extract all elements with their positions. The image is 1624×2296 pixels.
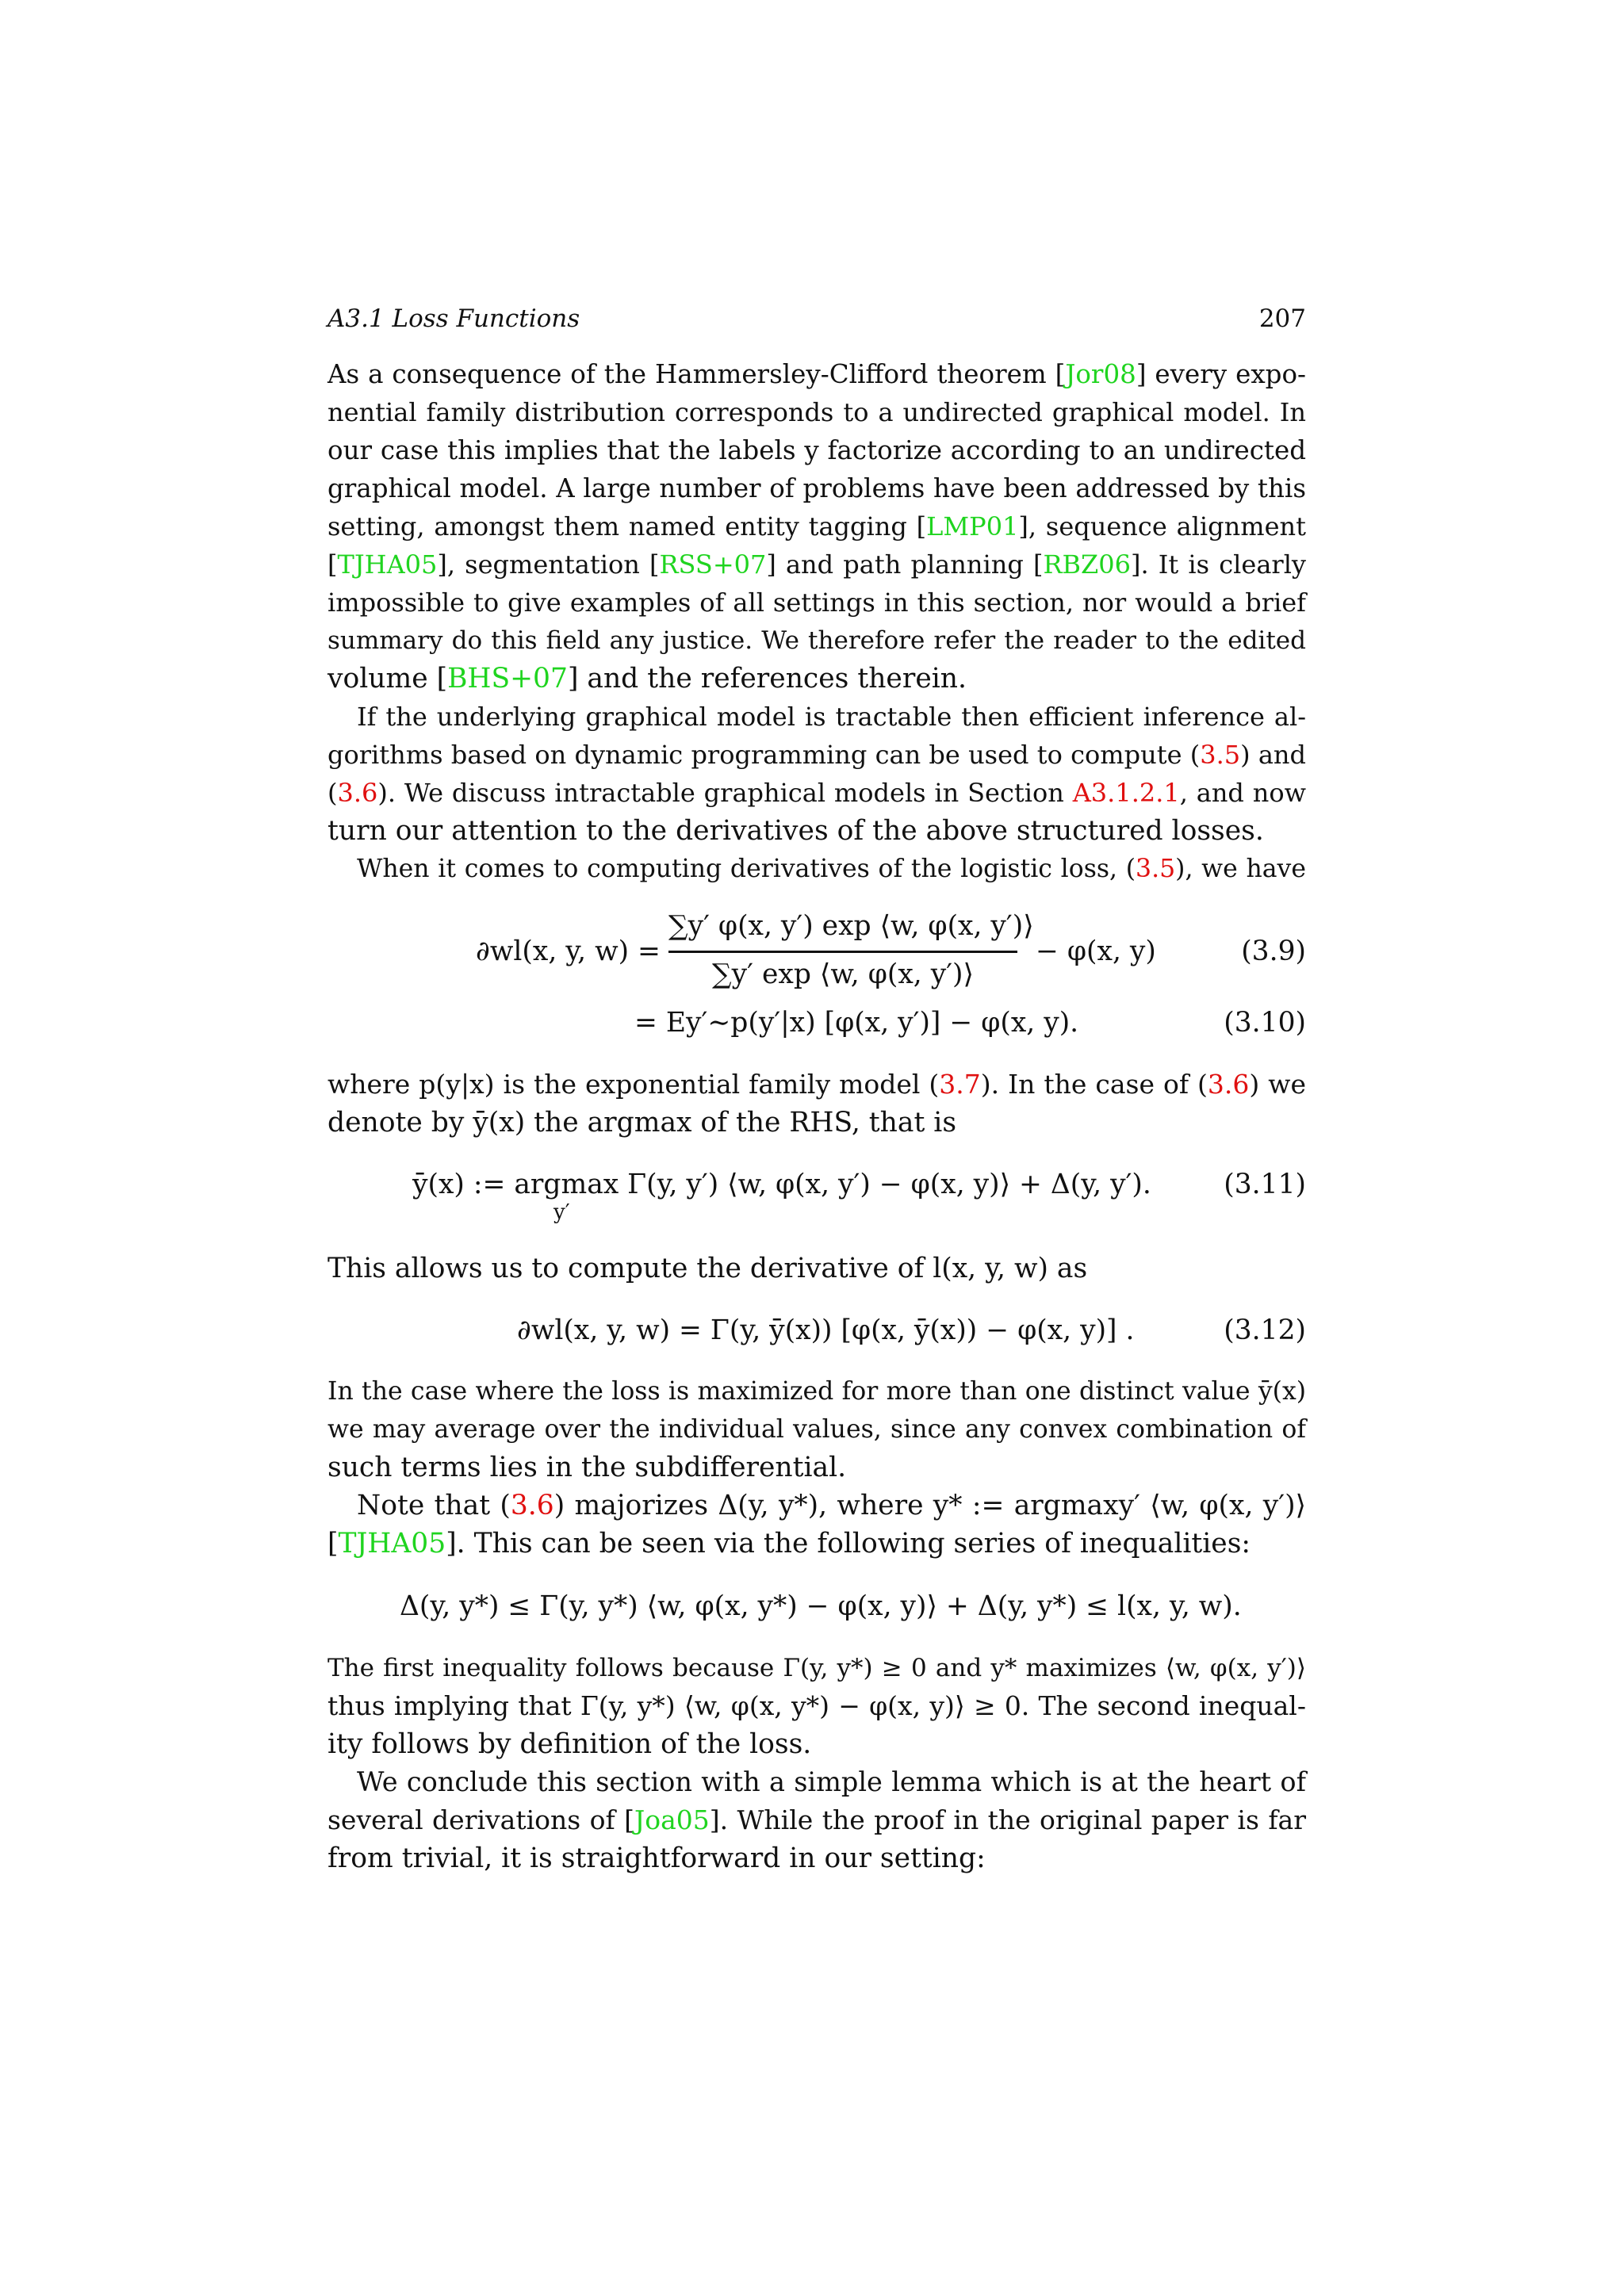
fraction-numerator: ∑y′ φ(x, y′) exp ⟨w, φ(x, y′)⟩ <box>668 910 1034 942</box>
paragraph-line: from trivial, it is straightforward in our setting: <box>327 1843 986 1874</box>
equation-ref-link[interactable]: 3.5 <box>1200 740 1241 770</box>
citation-link[interactable]: RBZ06 <box>1043 549 1131 580</box>
paragraph-line: When it comes to computing derivatives of the logistic loss, (3.5), we have <box>357 855 1306 883</box>
paragraph-line: nential family distribution corresponds to a undirected graphical model. In <box>327 397 1306 427</box>
citation-link[interactable]: LMP01 <box>926 511 1019 541</box>
paragraph-line: such terms lies in the subdifferential. <box>327 1452 847 1483</box>
equation-number: (3.11) <box>1224 1169 1306 1200</box>
paragraph-line: graphical model. A large number of problems have been addressed by this <box>327 473 1306 503</box>
paragraph-line: ity follows by definition of the loss. <box>327 1728 812 1760</box>
paragraph-line: gorithms based on dynamic programming can be used to compute (3.5) and <box>327 740 1307 770</box>
equation: ∂wl(x, y, w) = Γ(y, ȳ(x)) [φ(x, ȳ(x)) − φ(x, y)] . <box>517 1314 1135 1346</box>
equation-ref-link[interactable]: 3.7 <box>939 1069 981 1100</box>
equation-ref-link[interactable]: 3.6 <box>337 778 378 808</box>
equation-number: (3.10) <box>1224 1007 1306 1039</box>
inequality-chain: Δ(y, y*) ≤ Γ(y, y*) ⟨w, φ(x, y*) − φ(x, y)⟩ + Δ(y, y*) ≤ l(x, y, w). <box>400 1590 1242 1622</box>
fraction-denominator: ∑y′ exp ⟨w, φ(x, y′)⟩ <box>712 959 974 990</box>
citation-link[interactable]: Joa05 <box>634 1804 710 1835</box>
paragraph-line: (3.6). We discuss intractable graphical models in Section A3.1.2.1, and now <box>327 778 1307 808</box>
section-ref-link[interactable]: A3.1.2.1 <box>1072 778 1180 808</box>
paragraph-line: where p(y|x) is the exponential family model (3.7). In the case of (3.6) we <box>327 1069 1306 1100</box>
paragraph-line: In the case where the loss is maximized for more than one distinct value ȳ(x) <box>327 1377 1306 1406</box>
running-title: A3.1 Loss Functions <box>327 304 580 333</box>
citation-link[interactable]: BHS+07 <box>447 663 568 695</box>
paragraph-line: several derivations of [Joa05]. While the proof in the original paper is far <box>327 1804 1306 1835</box>
paragraph-line: As a consequence of the Hammersley-Clifford theorem [Jor08] every expo- <box>327 359 1306 389</box>
fraction-bar <box>668 951 1017 953</box>
paragraph-line: our case this implies that the labels y factorize according to an undirected <box>327 435 1306 465</box>
page-number: 207 <box>1258 304 1306 333</box>
paragraph-line: we may average over the individual values, since any convex combination of <box>327 1415 1306 1444</box>
paragraph-line: The first inequality follows because Γ(y, y*) ≥ 0 and y* maximizes ⟨w, φ(x, y′)⟩ <box>327 1654 1306 1682</box>
argmax-subscript: y′ <box>553 1200 570 1224</box>
citation-link[interactable]: RSS+07 <box>659 549 767 580</box>
equation-ref-link[interactable]: 3.6 <box>510 1490 554 1521</box>
paragraph-line: We conclude this section with a simple lemma which is at the heart of <box>357 1766 1306 1797</box>
citation-link[interactable]: TJHA05 <box>337 549 438 580</box>
paragraph-line: turn our attention to the derivatives of the above structured losses. <box>327 815 1264 847</box>
paragraph-line: thus implying that Γ(y, y*) ⟨w, φ(x, y*) − φ(x, y)⟩ ≥ 0. The second inequal- <box>327 1690 1306 1721</box>
equation-number: (3.9) <box>1241 936 1306 967</box>
paragraph-line: summary do this field any justice. We therefore refer the reader to the edited <box>327 626 1306 655</box>
equation: ȳ(x) := argmax Γ(y, y′) ⟨w, φ(x, y′) − φ(x, y)⟩ + Δ(y, y′). <box>412 1169 1151 1200</box>
paragraph-line: Note that (3.6) majorizes Δ(y, y*), where y* := argmaxy′ ⟨w, φ(x, y′)⟩ <box>357 1490 1306 1521</box>
paragraph-line: impossible to give examples of all settings in this section, nor would a brief <box>327 587 1306 618</box>
paragraph-line: This allows us to compute the derivative of l(x, y, w) as <box>327 1253 1088 1284</box>
paragraph-line: denote by ȳ(x) the argmax of the RHS, that is <box>327 1107 957 1138</box>
paragraph-line: [TJHA05]. This can be seen via the following series of inequalities: <box>327 1528 1251 1559</box>
running-head <box>327 301 1306 336</box>
equation: = Ey′∼p(y′|x) [φ(x, y′)] − φ(x, y). <box>634 1007 1079 1039</box>
citation-link[interactable]: Jor08 <box>1065 359 1136 389</box>
equation-ref-link[interactable]: 3.5 <box>1136 855 1176 883</box>
paragraph-line: If the underlying graphical model is tractable then efficient inference al- <box>357 702 1306 732</box>
citation-link[interactable]: TJHA05 <box>338 1528 446 1559</box>
equation-lhs: ∂wl(x, y, w) = <box>476 936 661 967</box>
paragraph-line: volume [BHS+07] and the references therein. <box>327 663 967 695</box>
equation-number: (3.12) <box>1224 1314 1306 1346</box>
equation-rest: − φ(x, y) <box>1036 936 1156 967</box>
equation-ref-link[interactable]: 3.6 <box>1207 1069 1250 1100</box>
paragraph-line: setting, amongst them named entity tagging [LMP01], sequence alignment <box>327 511 1306 541</box>
paragraph-line: [TJHA05], segmentation [RSS+07] and path planning [RBZ06]. It is clearly <box>327 549 1307 580</box>
